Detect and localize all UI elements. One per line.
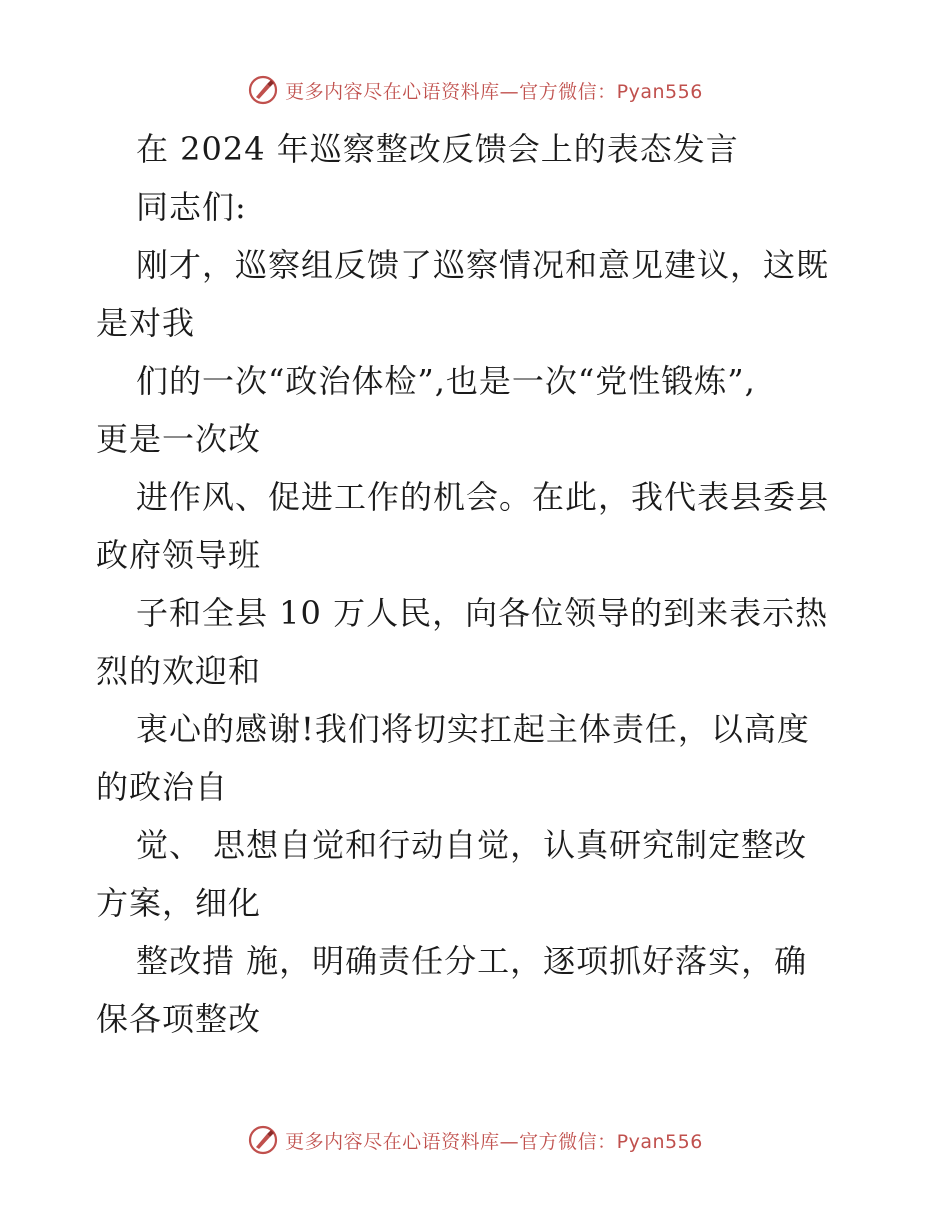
header-banner [0, 70, 950, 110]
paragraph-line: 刚才，巡察组反馈了巡察情况和意见建议，这既 [136, 246, 830, 284]
footer-banner-text: 更多内容尽在心语资料库—官方微信：Pyan556 [285, 1130, 703, 1153]
paragraph-line: 衷心的感谢!我们将切实扛起主体责任，以高度 [136, 710, 810, 748]
footer-banner [0, 1120, 950, 1160]
paragraph-line: 们的一次“政治体检”,也是一次“党性锻炼”, [136, 362, 756, 400]
paragraph-line: 烈的欢迎和 [96, 652, 262, 690]
paragraph-line: 是对我 [96, 304, 196, 342]
paragraph-line: 的政治自 [96, 768, 229, 806]
paragraph-line: 进作风、促进工作的机会。在此，我代表县委县 [136, 478, 830, 516]
pen-logo-icon [247, 1124, 279, 1156]
header-banner-text: 更多内容尽在心语资料库—官方微信：Pyan556 [285, 80, 703, 103]
salutation: 同志们: [136, 188, 247, 226]
paragraph-line: 方案，细化 [96, 884, 262, 922]
document-body [96, 120, 856, 1048]
paragraph-line: 子和全县 10 万人民，向各位领导的到来表示热 [136, 594, 829, 632]
pen-logo-icon [247, 74, 279, 106]
paragraph-line: 整改措 施，明确责任分工，逐项抓好落实，确 [136, 942, 808, 980]
paragraph-line: 政府领导班 [96, 536, 262, 574]
paragraph-line: 更是一次改 [96, 420, 262, 458]
paragraph-line: 觉、 思想自觉和行动自觉，认真研究制定整改 [136, 826, 808, 864]
document-title: 在 2024 年巡察整改反馈会上的表态发言 [136, 130, 739, 168]
paragraph-line: 保各项整改 [96, 1000, 262, 1038]
